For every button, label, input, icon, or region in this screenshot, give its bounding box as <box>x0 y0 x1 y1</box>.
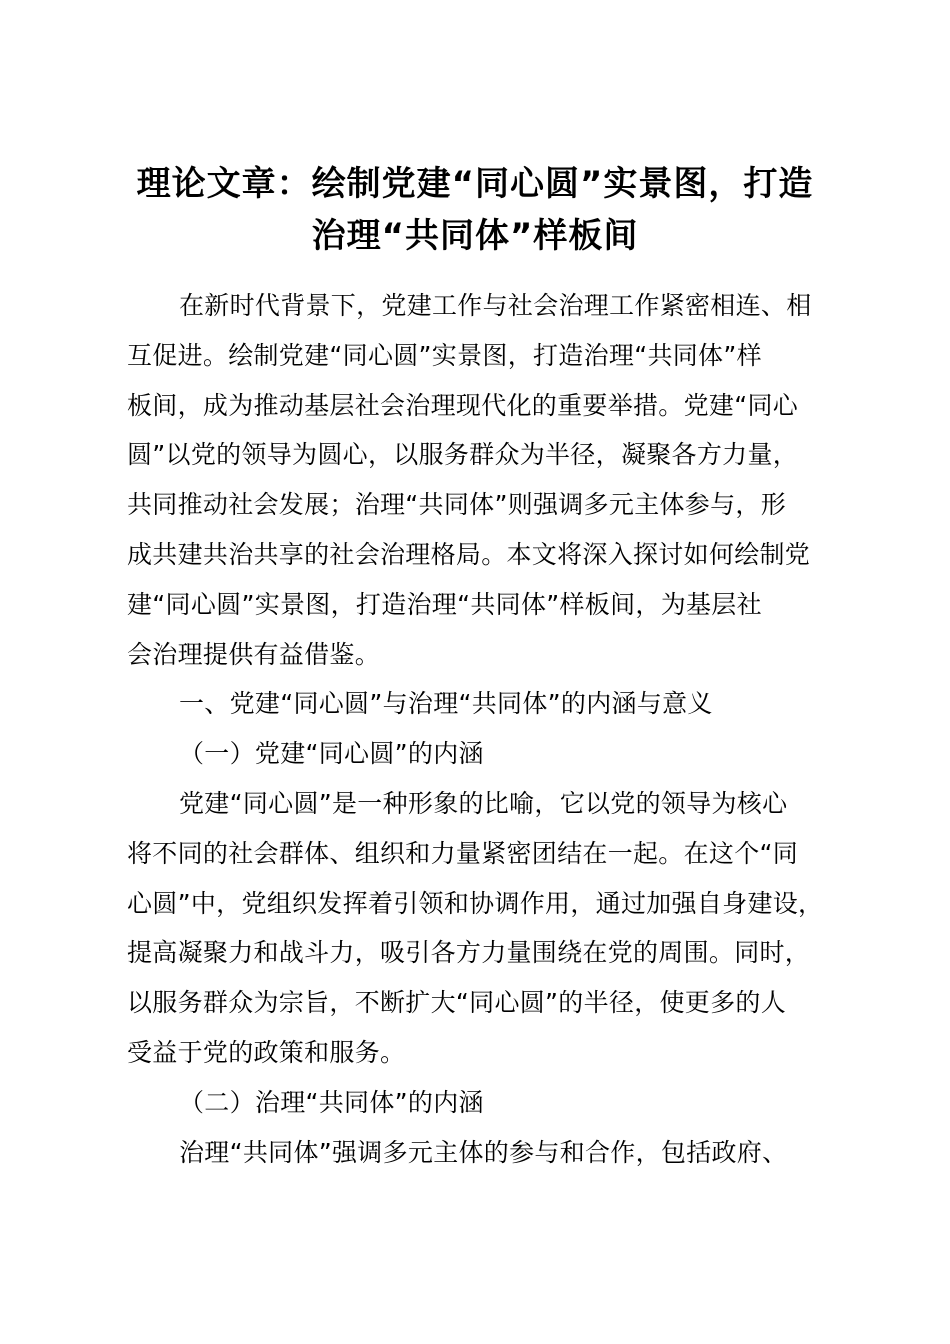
paragraph-1-line-5: 以服务群众为宗旨，不断扩大“同心圆”的半径，使更多的人 <box>127 988 787 1018</box>
subsection-heading-2: （二）治理“共同体”的内涵 <box>179 1087 484 1117</box>
paragraph-1-line-3: 心圆”中，党组织发挥着引领和协调作用，通过加强自身建设， <box>127 888 824 918</box>
title-line-1: 理论文章：绘制党建“同心圆”实景图，打造 <box>136 164 814 204</box>
paragraph-1-line-1: 党建“同心圆”是一种形象的比喻，它以党的领导为核心 <box>179 788 788 818</box>
paragraph-2-line-1: 治理“共同体”强调多元主体的参与和合作，包括政府、 <box>179 1137 788 1167</box>
section-heading-1: 一、党建“同心圆”与治理“共同体”的内涵与意义 <box>179 689 713 719</box>
paragraph-1-line-2: 将不同的社会群体、组织和力量紧密团结在一起。在这个“同 <box>127 838 799 868</box>
paragraph-intro-line-6: 成共建共治共享的社会治理格局。本文将深入探讨如何绘制党 <box>127 539 811 569</box>
paragraph-1-line-4: 提高凝聚力和战斗力，吸引各方力量围绕在党的周围。同时， <box>127 938 811 968</box>
paragraph-intro-line-2: 互促进。绘制党建“同心圆”实景图，打造治理“共同体”样 <box>127 340 762 370</box>
subsection-heading-1: （一）党建“同心圆”的内涵 <box>179 739 484 769</box>
document-title <box>60 158 890 262</box>
title-line-2: 治理“共同体”样板间 <box>311 216 639 256</box>
paragraph-intro-line-3: 板间，成为推动基层社会治理现代化的重要举措。党建“同心 <box>127 390 799 420</box>
paragraph-intro-line-7: 建“同心圆”实景图，打造治理“共同体”样板间，为基层社 <box>127 589 762 619</box>
paragraph-intro-line-4: 圆”以党的领导为圆心，以服务群众为半径，凝聚各方力量， <box>127 440 799 470</box>
paragraph-1-line-6: 受益于党的政策和服务。 <box>127 1037 406 1067</box>
paragraph-intro-line-1: 在新时代背景下，党建工作与社会治理工作紧密相连、相 <box>179 291 812 320</box>
paragraph-intro-line-5: 共同推动社会发展；治理“共同体”则强调多元主体参与，形 <box>127 490 787 520</box>
document-body <box>127 281 832 1177</box>
paragraph-intro-line-8: 会治理提供有益借鉴。 <box>127 639 381 669</box>
